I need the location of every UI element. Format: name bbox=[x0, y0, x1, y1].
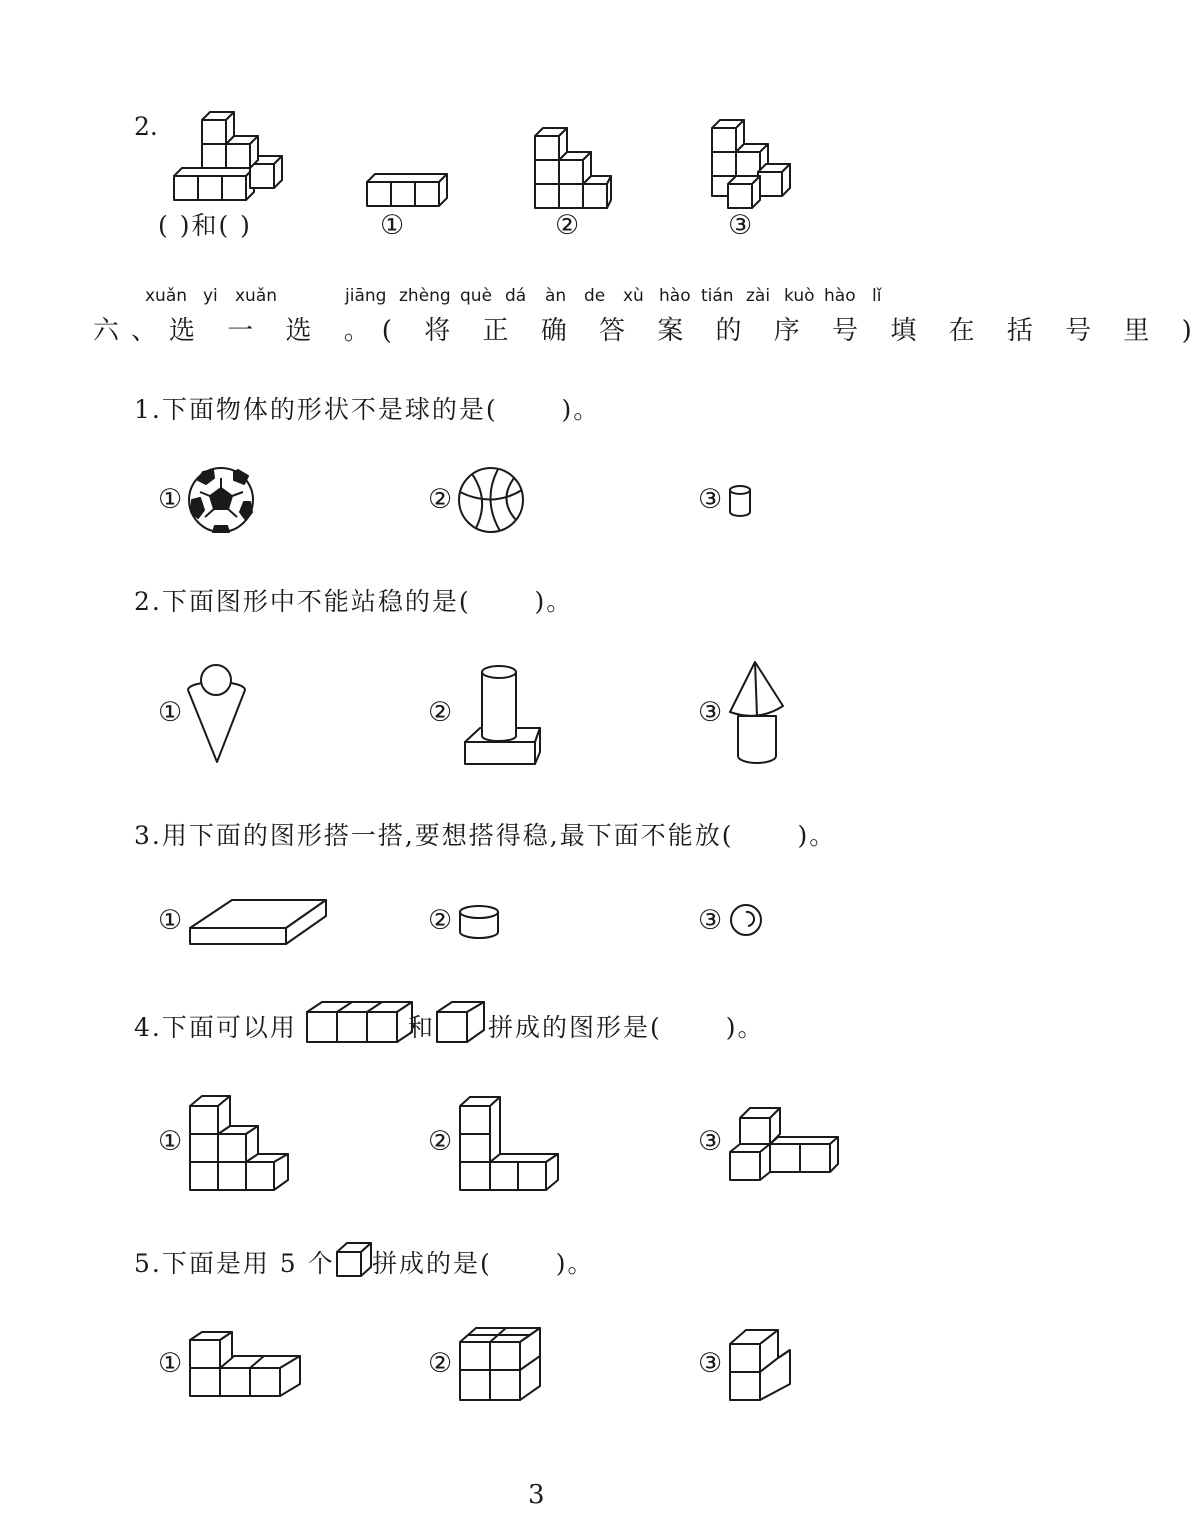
question-3-text: 3.用下面的图形搭一搭,要想搭得稳,最下面不能放( )。 bbox=[134, 821, 837, 850]
question-1-text: 1.下面物体的形状不是球的是( )。 bbox=[134, 395, 601, 424]
option-label[interactable]: ① bbox=[158, 905, 183, 936]
option-label[interactable]: ② bbox=[428, 697, 453, 728]
question-5-text-b: 拼成的是( )。 bbox=[372, 1249, 595, 1278]
option-label[interactable]: ③ bbox=[698, 1126, 723, 1157]
pinyin: hào bbox=[824, 286, 856, 306]
option-label[interactable]: ③ bbox=[698, 697, 723, 728]
question-number: 2. bbox=[134, 112, 158, 141]
pinyin: dá bbox=[505, 286, 527, 306]
pinyin: què bbox=[460, 286, 493, 306]
option-label[interactable]: ① bbox=[158, 1126, 183, 1157]
option-label[interactable]: ① bbox=[158, 1348, 183, 1379]
pinyin: kuò bbox=[784, 286, 815, 306]
question-5-text-a: 5.下面是用 5 个 bbox=[134, 1249, 335, 1278]
option-label: ② bbox=[555, 210, 580, 241]
pinyin: hào bbox=[659, 286, 691, 306]
pinyin: yi bbox=[203, 286, 218, 306]
pinyin: de bbox=[584, 286, 606, 306]
option-label[interactable]: ② bbox=[428, 905, 453, 936]
option-label: ① bbox=[380, 210, 405, 241]
section-title: 六、选 一 选 。( 将 正 确 答 案 的 序 号 填 在 括 号 里 ) bbox=[93, 316, 1204, 346]
pinyin: xù bbox=[623, 286, 644, 306]
question-2-text: 2.下面图形中不能站稳的是( )。 bbox=[134, 587, 574, 616]
answer-blank[interactable]: ( )和( ) bbox=[158, 211, 252, 240]
option-label[interactable]: ③ bbox=[698, 905, 723, 936]
question-4-text-c: 拼成的图形是( )。 bbox=[488, 1013, 765, 1042]
option-3-tower-figure bbox=[0, 0, 1, 1]
option-label[interactable]: ② bbox=[428, 1348, 453, 1379]
option-label[interactable]: ③ bbox=[698, 484, 723, 515]
pinyin: tián bbox=[701, 286, 734, 306]
question-4-text-a: 4.下面可以用 bbox=[134, 1013, 297, 1042]
option-label[interactable]: ② bbox=[428, 1126, 453, 1157]
question-4-text-b: 和 bbox=[408, 1013, 436, 1042]
option-label[interactable]: ① bbox=[158, 484, 183, 515]
option-label: ③ bbox=[728, 210, 753, 241]
pinyin: àn bbox=[545, 286, 567, 306]
option-label[interactable]: ② bbox=[428, 484, 453, 515]
pinyin: zhèng bbox=[399, 286, 451, 306]
pinyin: jiāng bbox=[345, 286, 387, 306]
option-label[interactable]: ③ bbox=[698, 1348, 723, 1379]
option-label[interactable]: ① bbox=[158, 697, 183, 728]
pinyin: zài bbox=[746, 286, 771, 306]
pinyin: xuǎn bbox=[235, 286, 278, 306]
page-number: 3 bbox=[528, 1480, 545, 1510]
pinyin: xuǎn bbox=[145, 286, 188, 306]
pinyin: lǐ bbox=[872, 286, 882, 306]
